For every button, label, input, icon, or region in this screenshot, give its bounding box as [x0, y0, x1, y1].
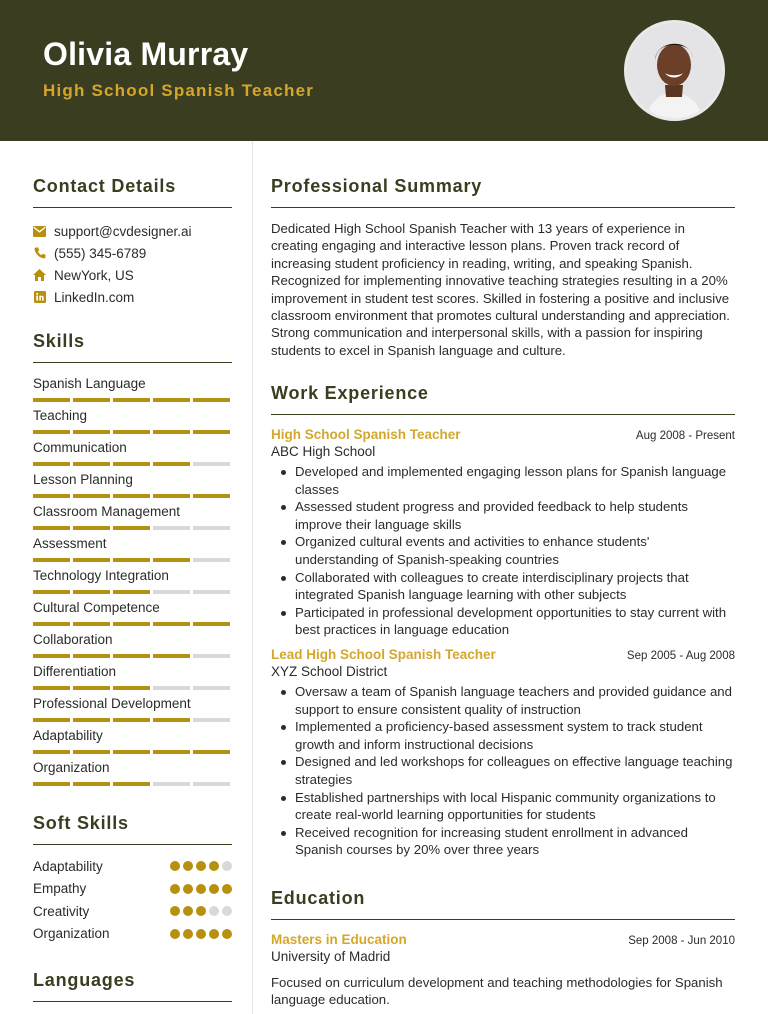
skill-level-segment: [33, 718, 70, 722]
skill-level-segment: [153, 430, 190, 434]
section-rule: [33, 1001, 232, 1002]
skill-item: [33, 567, 232, 599]
envelope-icon: [33, 225, 46, 238]
skills-section: [33, 331, 232, 791]
skill-level-segment: [73, 782, 110, 786]
skill-level-segment: [113, 494, 150, 498]
skill-level-segment: [193, 622, 230, 626]
education-degree: Masters in Education: [271, 932, 407, 947]
skill-label: Teaching: [33, 408, 88, 423]
job-bullet: Developed and implemented engaging lesson plans for Spanish language classes: [271, 463, 735, 498]
job-dates: Sep 2005 - Aug 2008: [626, 649, 735, 662]
soft-skill-item: [33, 855, 232, 878]
section-rule: [33, 207, 232, 208]
contact-email[interactable]: [33, 220, 232, 242]
skill-level-segment: [113, 654, 150, 658]
soft-skill-rating: [170, 861, 232, 871]
skill-level-segment: [73, 718, 110, 722]
soft-skill-label: Creativity: [33, 903, 90, 919]
soft-skill-rating: [170, 884, 232, 894]
skill-level-segment: [73, 462, 110, 466]
skill-level-segment: [113, 526, 150, 530]
skill-label: Collaboration: [33, 632, 113, 647]
skill-level-segment: [33, 686, 70, 690]
contact-heading: Contact Details: [33, 176, 177, 196]
skill-level-segment: [153, 750, 190, 754]
soft-skills-heading: Soft Skills: [33, 813, 129, 833]
rating-dot: [222, 929, 232, 939]
skill-level-segment: [33, 782, 70, 786]
rating-dot: [209, 929, 219, 939]
rating-dot: [183, 929, 193, 939]
skill-item: [33, 375, 232, 407]
work-section: [271, 383, 735, 859]
candidate-name: Olivia Murray: [43, 36, 249, 72]
job-bullet: Participated in professional development opportunities to stay current with best practices in language education: [271, 604, 735, 639]
rating-dot: [170, 929, 180, 939]
skill-level-segment: [193, 590, 230, 594]
soft-skills-section: [33, 813, 232, 945]
profile-photo: [624, 20, 725, 121]
linkedin-icon: [33, 291, 46, 304]
contact-linkedin-text: LinkedIn.com: [54, 289, 135, 305]
education-dates: Sep 2008 - Jun 2010: [628, 935, 735, 947]
skill-label: Professional Development: [33, 696, 191, 711]
skill-item: [33, 695, 232, 727]
skill-level-segment: [33, 654, 70, 658]
profile-photo-illustration: [627, 23, 722, 118]
skill-level-segment: [153, 398, 190, 402]
skill-level-segment: [193, 430, 230, 434]
skill-level-segment: [193, 558, 230, 562]
rating-dot: [222, 884, 232, 894]
skill-label: Technology Integration: [33, 568, 169, 583]
skill-item: [33, 631, 232, 663]
rating-dot: [170, 906, 180, 916]
skill-level-segment: [33, 526, 70, 530]
soft-skill-rating: [170, 929, 232, 939]
resume-header: [0, 0, 768, 141]
soft-skill-item: [33, 900, 232, 923]
job-bullets: [271, 463, 735, 639]
job-title: High School Spanish Teacher: [271, 427, 461, 442]
skill-level-segment: [73, 558, 110, 562]
education-school: University of Madrid: [271, 949, 391, 964]
soft-skill-item: [33, 923, 232, 946]
skills-heading: Skills: [33, 331, 85, 351]
skill-level-bar: [33, 622, 232, 626]
job-head: [271, 427, 735, 442]
skill-level-segment: [153, 782, 190, 786]
skill-level-segment: [73, 430, 110, 434]
skill-level-segment: [113, 590, 150, 594]
skill-level-bar: [33, 686, 232, 690]
skill-level-bar: [33, 718, 232, 722]
skill-level-segment: [113, 558, 150, 562]
rating-dot: [209, 884, 219, 894]
job-entry: [271, 427, 735, 639]
skill-level-bar: [33, 462, 232, 466]
skill-item: [33, 471, 232, 503]
job-bullet: Designed and led workshops for colleagues on effective language teaching strategies: [271, 753, 735, 788]
summary-section: [271, 176, 735, 359]
job-head: [271, 647, 735, 662]
soft-skill-label: Empathy: [33, 881, 87, 897]
skill-level-segment: [73, 494, 110, 498]
skill-level-segment: [193, 782, 230, 786]
skill-level-segment: [193, 718, 230, 722]
rating-dot: [196, 929, 206, 939]
skill-label: Assessment: [33, 536, 107, 551]
summary-text: Dedicated High School Spanish Teacher with 13 years of experience in creating engaging and interactive lesson plans. Proven track record of increasing student proficiency in reading, writing, and speaking Spanish. Recognized for implementing innovative teaching strategies resulting in a 20% improvement in student test scores. Skilled in fostering a positive and inclusive classroom environment that promotes cultural understanding and appreciation. Strong communication and interpersonal skills, with a passion for inspiring students to excel in Spanish language and culture.: [271, 221, 730, 358]
skill-level-segment: [33, 750, 70, 754]
skill-level-segment: [73, 686, 110, 690]
skill-level-segment: [153, 558, 190, 562]
rating-dot: [222, 906, 232, 916]
job-bullet: Implemented a proficiency-based assessment system to track student growth and inform instructional decisions: [271, 718, 735, 753]
skill-level-segment: [153, 590, 190, 594]
skill-level-segment: [193, 526, 230, 530]
contact-email-text: support@cvdesigner.ai: [54, 223, 192, 239]
skill-level-segment: [73, 526, 110, 530]
skill-level-bar: [33, 430, 232, 434]
skill-label: Organization: [33, 760, 110, 775]
skill-label: Lesson Planning: [33, 472, 133, 487]
skill-level-segment: [153, 686, 190, 690]
home-icon: [33, 269, 46, 282]
rating-dot: [196, 861, 206, 871]
skill-level-segment: [153, 718, 190, 722]
skill-level-bar: [33, 590, 232, 594]
contact-location: [33, 264, 232, 286]
skill-label: Communication: [33, 440, 127, 455]
rating-dot: [183, 906, 193, 916]
rating-dot: [196, 906, 206, 916]
skill-item: [33, 727, 232, 759]
contact-linkedin[interactable]: [33, 286, 232, 308]
work-heading: Work Experience: [271, 383, 429, 403]
rating-dot: [170, 861, 180, 871]
skill-level-bar: [33, 494, 232, 498]
contact-list: [33, 220, 232, 308]
skill-item: [33, 503, 232, 535]
skill-level-segment: [73, 398, 110, 402]
skill-label: Spanish Language: [33, 376, 146, 391]
job-title: Lead High School Spanish Teacher: [271, 646, 496, 662]
section-rule: [33, 362, 232, 363]
job-bullets: [271, 683, 735, 859]
skill-level-segment: [153, 462, 190, 466]
skill-level-segment: [73, 622, 110, 626]
contact-location-text: NewYork, US: [54, 267, 134, 283]
job-company: ABC High School: [271, 444, 376, 459]
rating-dot: [196, 884, 206, 894]
summary-heading: Professional Summary: [271, 176, 483, 196]
skill-item: [33, 535, 232, 567]
skill-level-segment: [153, 654, 190, 658]
skill-level-segment: [73, 590, 110, 594]
skill-level-segment: [193, 398, 230, 402]
skill-item: [33, 663, 232, 695]
skill-level-segment: [33, 494, 70, 498]
skill-level-segment: [33, 462, 70, 466]
job-entry: [271, 647, 735, 859]
skill-level-segment: [193, 494, 230, 498]
skill-item: [33, 599, 232, 631]
education-section: [271, 888, 735, 1009]
languages-section: [33, 970, 232, 1014]
column-divider: [252, 141, 253, 1014]
skill-label: Differentiation: [33, 664, 117, 679]
rating-dot: [209, 861, 219, 871]
skill-level-segment: [113, 782, 150, 786]
job-company: XYZ School District: [271, 663, 388, 679]
rating-dot: [209, 906, 219, 916]
skill-item: [33, 439, 232, 471]
skill-label: Cultural Competence: [33, 600, 160, 615]
skill-level-segment: [73, 750, 110, 754]
skill-level-segment: [33, 590, 70, 594]
job-bullet: Organized cultural events and activities to enhance students' understanding of Spanish-speaking countries: [271, 533, 735, 568]
education-item: [271, 932, 735, 1009]
job-bullet: Assessed student progress and provided feedback to help students improve their language skills: [271, 498, 735, 533]
section-rule: [271, 207, 735, 208]
skill-level-bar: [33, 398, 232, 402]
rating-dot: [183, 884, 193, 894]
skill-level-segment: [153, 622, 190, 626]
skill-level-segment: [33, 558, 70, 562]
education-desc: Focused on curriculum development and teaching methodologies for Spanish language education.: [271, 975, 723, 1008]
contact-phone-text: (555) 345-6789: [54, 245, 147, 261]
job-bullet: Collaborated with colleagues to create interdisciplinary projects that integrated Spanish language learning with other subjects: [271, 569, 735, 604]
skill-level-segment: [73, 654, 110, 658]
contact-phone[interactable]: [33, 242, 232, 264]
skill-level-segment: [113, 718, 150, 722]
skill-level-bar: [33, 782, 232, 786]
contact-section: [33, 176, 232, 308]
soft-skill-rating: [170, 906, 232, 916]
section-rule: [271, 919, 735, 920]
rating-dot: [183, 861, 193, 871]
section-rule: [271, 414, 735, 415]
skill-level-segment: [113, 686, 150, 690]
job-dates: Aug 2008 - Present: [635, 430, 735, 442]
soft-skill-label: Adaptability: [33, 858, 103, 874]
skill-level-bar: [33, 654, 232, 658]
soft-skill-item: [33, 878, 232, 901]
job-bullet: Received recognition for increasing student enrollment in advanced Spanish courses by 20% over three years: [271, 824, 735, 859]
skill-item: [33, 759, 232, 791]
skill-level-segment: [153, 526, 190, 530]
job-bullet: Oversaw a team of Spanish language teachers and provided guidance and support to ensure consistent quality of instruction: [271, 683, 735, 718]
skill-level-segment: [193, 654, 230, 658]
skill-level-segment: [113, 462, 150, 466]
skill-level-bar: [33, 750, 232, 754]
skill-level-segment: [193, 462, 230, 466]
skill-level-segment: [33, 430, 70, 434]
skill-level-segment: [113, 750, 150, 754]
skill-level-bar: [33, 558, 232, 562]
rating-dot: [222, 861, 232, 871]
job-bullet: Established partnerships with local Hispanic community organizations to create real-world learning opportunities for students: [271, 789, 735, 824]
soft-skills-list: [33, 855, 232, 945]
soft-skill-label: Organization: [33, 926, 110, 942]
skill-label: Classroom Management: [33, 504, 181, 519]
education-head: [271, 932, 735, 947]
skill-level-bar: [33, 526, 232, 530]
skill-item: [33, 407, 232, 439]
candidate-title: High School Spanish Teacher: [43, 81, 315, 100]
phone-icon: [33, 247, 46, 260]
skill-level-segment: [113, 622, 150, 626]
skill-level-segment: [113, 398, 150, 402]
skill-level-segment: [193, 686, 230, 690]
education-heading: Education: [271, 888, 366, 908]
skill-level-segment: [113, 430, 150, 434]
rating-dot: [170, 884, 180, 894]
skills-list: [33, 375, 232, 791]
skill-level-segment: [33, 622, 70, 626]
section-rule: [33, 844, 232, 845]
skill-label: Adaptability: [33, 728, 103, 743]
skill-level-segment: [33, 398, 70, 402]
skill-level-segment: [153, 494, 190, 498]
jobs-list: [271, 427, 735, 859]
skill-level-segment: [193, 750, 230, 754]
languages-heading: Languages: [33, 970, 136, 990]
